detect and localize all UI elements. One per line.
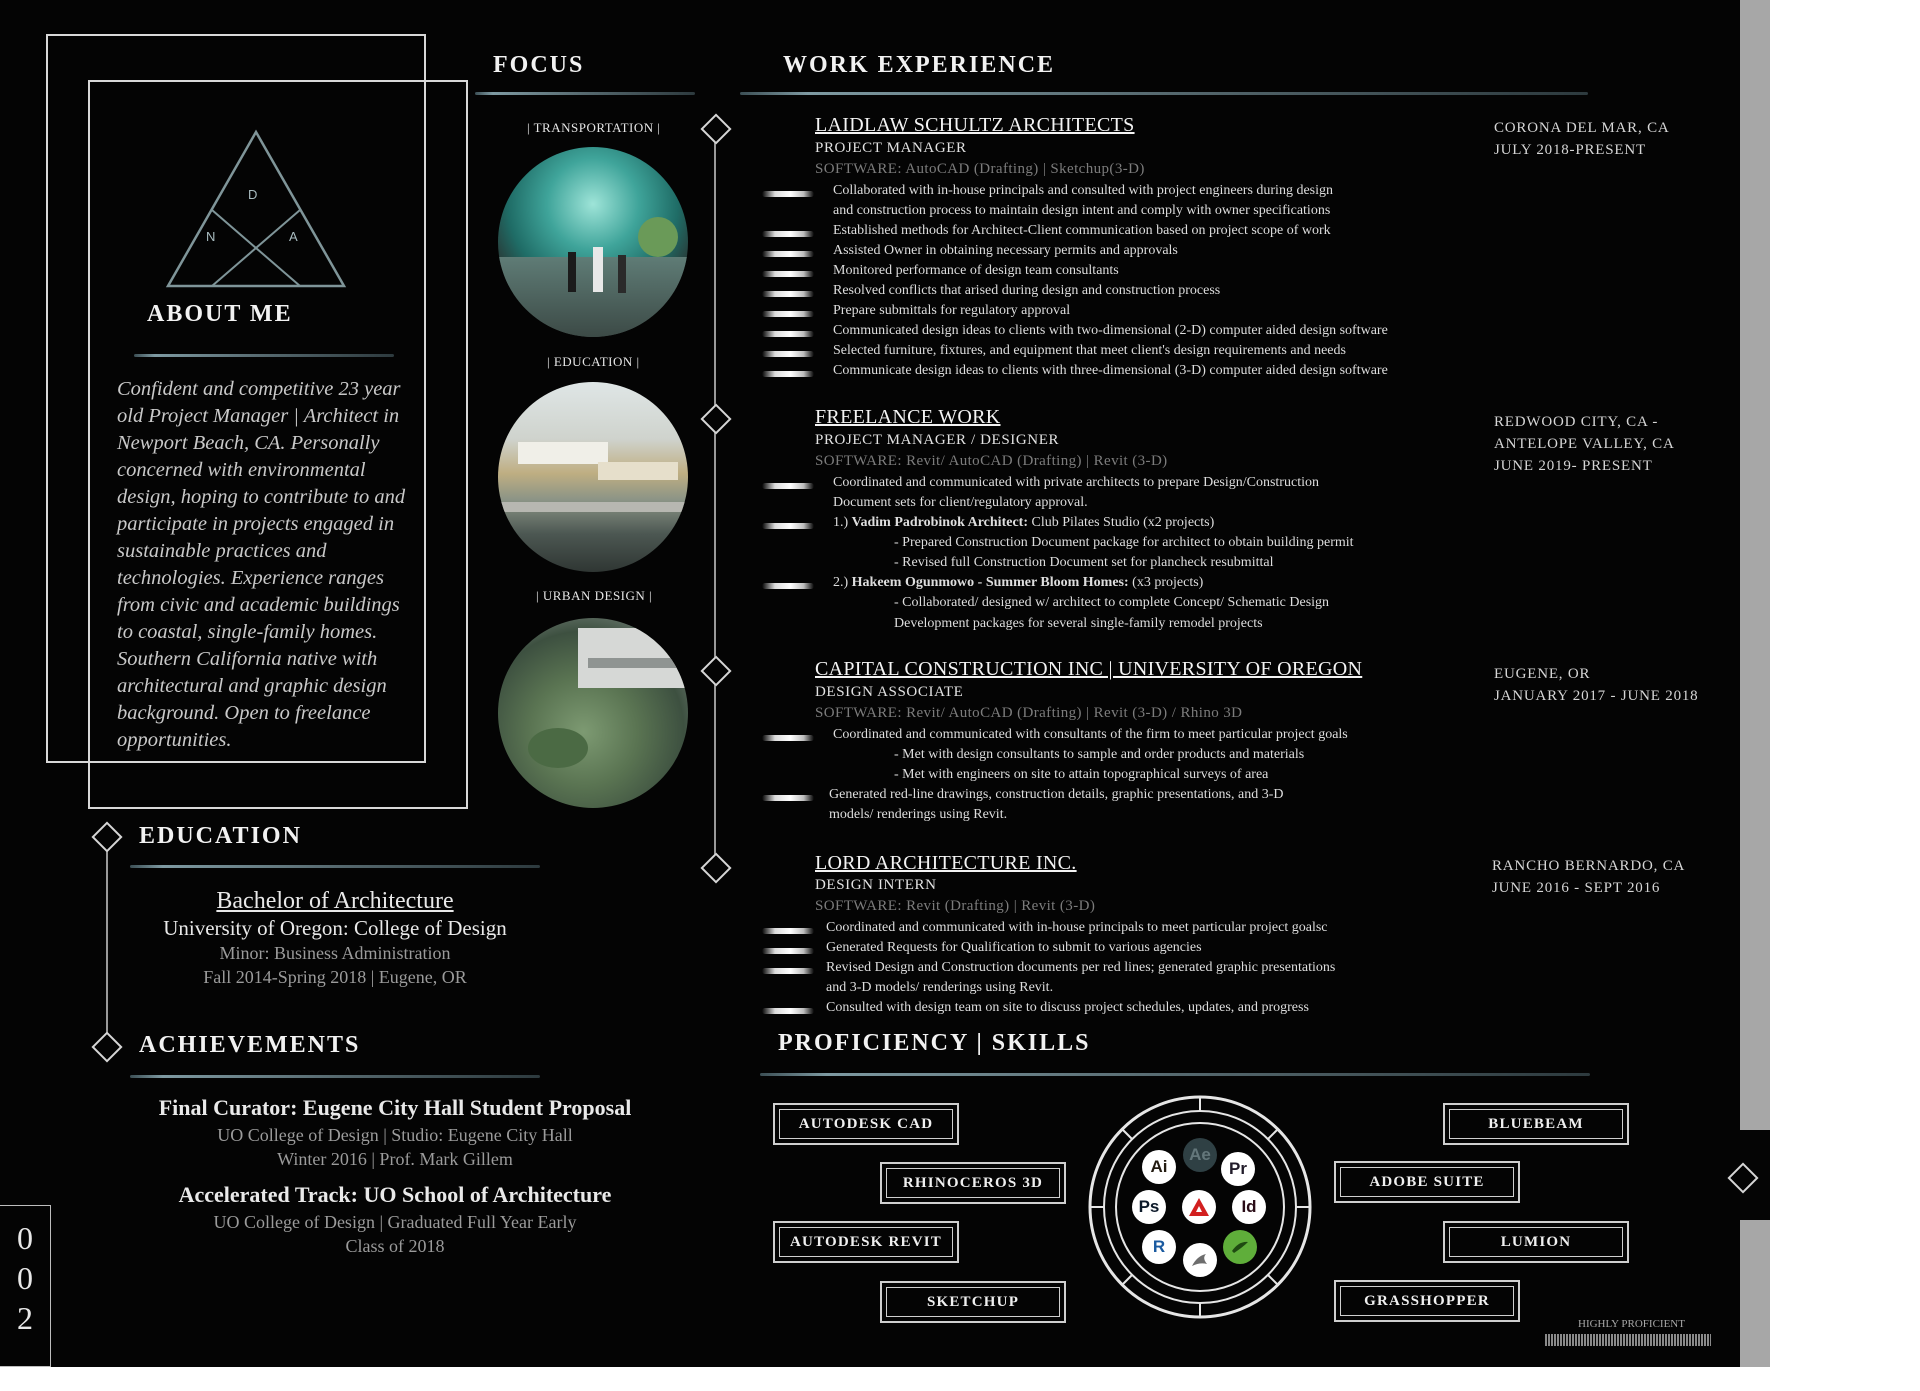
dna-logo <box>160 128 360 298</box>
skill-autodesk-revit: AUTODESK REVIT <box>773 1221 959 1263</box>
job-2-project-1-client: Vadim Padrobinok Architect: <box>851 515 1028 530</box>
proficiency-legend-bar <box>1545 1334 1711 1346</box>
bullet-mark <box>762 331 814 337</box>
achievement-1-title: Final Curator: Eugene City Hall Student Proposal <box>158 1095 632 1120</box>
bullet-mark <box>762 191 814 197</box>
skill-grasshopper: GRASSHOPPER <box>1334 1280 1520 1322</box>
job-2-sub-3: - Collaborated/ designed w/ architect to complete Concept/ Schematic Design <box>894 595 1330 610</box>
bullet-mark <box>762 483 814 489</box>
job-3-dates: JANUARY 2017 - JUNE 2018 <box>1494 688 1699 704</box>
job-3-line-4: Generated red-line drawings, construction details, graphic presentations, and 3-D <box>829 787 1284 802</box>
job-1-role: PROJECT MANAGER <box>815 140 967 156</box>
work-timeline <box>714 128 716 868</box>
job-2-company: FREELANCE WORK <box>815 406 1001 428</box>
work-diamond-1 <box>700 113 731 144</box>
job-1-bullet-1-cont: and construction process to maintain design intent and comply with owner specifications <box>833 203 1331 218</box>
job-4-bullet-3: Revised Design and Construction documents per red lines; generated graphic presentations <box>826 960 1336 975</box>
skill-bluebeam: BLUEBEAM <box>1443 1103 1629 1145</box>
job-1-bullet-8: Selected furniture, fixtures, and equipment that meet client's design requirements and needs <box>833 343 1346 358</box>
logo-letter-d: D <box>248 187 258 202</box>
job-1-bullet-7: Communicated design ideas to clients with two-dimensional (2-D) computer aided design software <box>833 323 1388 338</box>
job-1-bullet-9: Communicate design ideas to clients with three-dimensional (3-D) computer aided design software <box>833 363 1388 378</box>
achievements-diamond <box>91 1031 122 1062</box>
minor: Minor: Business Administration <box>219 943 451 963</box>
bullet-mark <box>762 311 814 317</box>
school-name: University of Oregon: College of Design <box>163 916 507 940</box>
skill-adobe-suite: ADOBE SUITE <box>1334 1161 1520 1203</box>
about-title: ABOUT ME <box>147 301 293 327</box>
bullet-mark <box>762 271 814 277</box>
bullet-mark <box>762 583 814 589</box>
bullet-mark <box>762 928 814 934</box>
focus-label-transportation: | TRANSPORTATION | <box>527 120 661 135</box>
bullet-mark <box>762 291 814 297</box>
job-1-software: SOFTWARE: AutoCAD (Drafting) | Sketchup(3-D) <box>815 161 1145 177</box>
grasshopper-icon <box>1223 1230 1257 1264</box>
indesign-icon: Id <box>1232 1190 1266 1224</box>
page-number <box>0 1205 51 1367</box>
skill-autodesk-cad: AUTODESK CAD <box>773 1103 959 1145</box>
achievements-divider <box>130 1075 540 1078</box>
job-3-software: SOFTWARE: Revit/ AutoCAD (Drafting) | Revit (3-D) / Rhino 3D <box>815 705 1243 721</box>
job-2-project-2-client: Hakeem Ogunmowo - Summer Bloom Homes: <box>851 575 1129 590</box>
job-4-software: SOFTWARE: Revit (Drafting) | Revit (3-D) <box>815 898 1096 914</box>
job-2-software: SOFTWARE: Revit/ AutoCAD (Drafting) | Revit (3-D) <box>815 453 1168 469</box>
job-4-location: RANCHO BERNARDO, CA <box>1492 858 1686 874</box>
job-4-dates: JUNE 2016 - SEPT 2016 <box>1492 880 1661 896</box>
job-1-dates: JULY 2018-PRESENT <box>1494 142 1646 158</box>
job-2-project-2-detail: (x3 projects) <box>1128 575 1204 590</box>
job-4-company: LORD ARCHITECTURE INC. <box>815 852 1077 874</box>
job-2-sub-2: - Revised full Construction Document set for plancheck resubmittal <box>894 555 1274 570</box>
job-3-line-3: - Met with engineers on site to attain topographical surveys of area <box>894 767 1269 782</box>
job-2-project-2 <box>833 575 1203 591</box>
bullet-mark <box>762 735 814 741</box>
bullet-mark <box>762 948 814 954</box>
education-divider <box>130 865 540 868</box>
job-2-project-1 <box>833 515 1214 531</box>
job-2-project-1-number: 1.) <box>833 515 852 530</box>
skills-title: PROFICIENCY | SKILLS <box>778 1030 1091 1056</box>
skill-lumion: LUMION <box>1443 1221 1629 1263</box>
right-edge-bar <box>1740 0 1770 1367</box>
work-diamond-2 <box>700 403 731 434</box>
bullet-mark <box>762 523 814 529</box>
job-1-location: CORONA DEL MAR, CA <box>1494 120 1670 136</box>
job-4-bullet-2: Generated Requests for Qualification to submit to various agencies <box>826 940 1202 955</box>
job-1-bullet-3: Assisted Owner in obtaining necessary permits and approvals <box>833 243 1178 258</box>
job-1-bullet-6: Prepare submittals for regulatory approval <box>833 303 1071 318</box>
job-2-project-1-detail: Club Pilates Studio (x2 projects) <box>1027 515 1215 530</box>
bullet-mark <box>762 251 814 257</box>
skill-rhinoceros-3d: RHINOCEROS 3D <box>880 1162 1066 1204</box>
job-1-bullet-4: Monitored performance of design team consultants <box>833 263 1119 278</box>
bullet-mark <box>762 371 814 377</box>
job-2-dates: JUNE 2019- PRESENT <box>1494 458 1653 474</box>
job-4-bullet-4: Consulted with design team on site to discuss project schedules, updates, and progress <box>826 1000 1309 1015</box>
transportation-photo <box>498 147 688 337</box>
work-diamond-4 <box>700 852 731 883</box>
achievement-1-line2: Winter 2016 | Prof. Mark Gillem <box>277 1149 513 1169</box>
work-diamond-3 <box>700 655 731 686</box>
about-text: Confident and competitive 23 year old Project Manager | Architect in Newport Beach, CA. Personally concerned with environmental design, hoping to contribute to and participate in projects engaged in sustainable practices and technologies. Experience ranges from civic and academic buildings to coastal, single-family homes. Southern California native with architectural and graphic design background. Open to freelance opportunities. <box>117 378 406 751</box>
bullet-mark <box>762 968 814 974</box>
skill-sketchup: SKETCHUP <box>880 1281 1066 1323</box>
revit-icon: R <box>1142 1230 1176 1264</box>
achievement-1-line1: UO College of Design | Studio: Eugene City Hall <box>217 1125 573 1145</box>
job-3-company: CAPITAL CONSTRUCTION INC | UNIVERSITY OF OREGON <box>815 658 1363 680</box>
job-1-company: LAIDLAW SCHULTZ ARCHITECTS <box>815 114 1135 136</box>
bullet-mark <box>762 1008 814 1014</box>
logo-letter-n: N <box>206 229 216 244</box>
job-2-sub-4: Development packages for several single-family remodel projects <box>894 616 1263 631</box>
focus-label-education: | EDUCATION | <box>547 354 640 369</box>
job-2-role: PROJECT MANAGER / DESIGNER <box>815 432 1060 448</box>
page-number-digit-2: 0 <box>17 1260 33 1296</box>
degree-title: Bachelor of Architecture <box>216 888 454 914</box>
work-divider <box>740 92 1588 95</box>
job-4-bullet-1: Coordinated and communicated with in-house principals to meet particular project goalsc <box>826 920 1328 935</box>
photoshop-icon: Ps <box>1132 1190 1166 1224</box>
education-photo <box>498 382 688 572</box>
premiere-icon: Pr <box>1221 1152 1255 1186</box>
page-number-digit-3: 2 <box>17 1300 33 1336</box>
achievements-title: ACHIEVEMENTS <box>139 1032 361 1058</box>
job-2-sub-1: - Prepared Construction Document package for architect to obtain building permit <box>894 535 1354 550</box>
job-2-line-2: Document sets for client/regulatory approval. <box>833 495 1088 510</box>
skills-divider <box>760 1073 1590 1076</box>
job-3-location: EUGENE, OR <box>1494 666 1591 682</box>
job-3-line-5: models/ renderings using Revit. <box>829 807 1008 822</box>
focus-title: FOCUS <box>493 52 585 78</box>
job-1-bullet-5: Resolved conflicts that arised during design and construction process <box>833 283 1221 298</box>
focus-divider <box>475 92 695 95</box>
bullet-mark <box>762 231 814 237</box>
proficiency-legend-label: HIGHLY PROFICIENT <box>1578 1318 1685 1330</box>
job-2-location-2: ANTELOPE VALLEY, CA <box>1494 436 1675 452</box>
job-2-location: REDWOOD CITY, CA - <box>1494 414 1659 430</box>
job-4-bullet-3-cont: and 3-D models/ renderings using Revit. <box>826 980 1054 995</box>
job-4-role: DESIGN INTERN <box>815 877 937 893</box>
rhino-icon <box>1183 1243 1217 1277</box>
job-2-project-2-number: 2.) <box>833 575 852 590</box>
job-2-line-1: Coordinated and communicated with private architects to prepare Design/Construction <box>833 475 1319 490</box>
achievement-2-line1: UO College of Design | Graduated Full Year Early <box>213 1212 577 1232</box>
education-dates: Fall 2014-Spring 2018 | Eugene, OR <box>203 967 467 987</box>
logo-letter-a: A <box>289 229 298 244</box>
job-3-line-1: Coordinated and communicated with consultants of the firm to meet particular project goals <box>833 727 1348 742</box>
job-1-bullet-2: Established methods for Architect-Client communication based on project scope of work <box>833 223 1331 238</box>
job-3-line-2: - Met with design consultants to sample and order products and materials <box>894 747 1305 762</box>
bullet-mark <box>762 351 814 357</box>
achievement-2-line2: Class of 2018 <box>345 1236 445 1256</box>
education-diamond <box>91 821 122 852</box>
after-effects-icon: Ae <box>1183 1138 1217 1172</box>
urban-design-photo <box>498 618 688 808</box>
job-3-role: DESIGN ASSOCIATE <box>815 684 964 700</box>
focus-label-urban-design: | URBAN DESIGN | <box>536 588 653 603</box>
education-title: EDUCATION <box>139 823 302 849</box>
work-title: WORK EXPERIENCE <box>783 52 1056 78</box>
illustrator-icon: Ai <box>1142 1150 1176 1184</box>
about-divider <box>134 354 394 357</box>
left-timeline <box>106 842 108 1047</box>
autocad-icon <box>1182 1190 1216 1224</box>
job-1-bullet-1: Collaborated with in-house principals and consulted with project engineers during design <box>833 183 1333 198</box>
bullet-mark <box>762 795 814 801</box>
page-number-digit-1: 0 <box>17 1220 33 1256</box>
achievement-2-title: Accelerated Track: UO School of Architecture <box>178 1182 612 1207</box>
